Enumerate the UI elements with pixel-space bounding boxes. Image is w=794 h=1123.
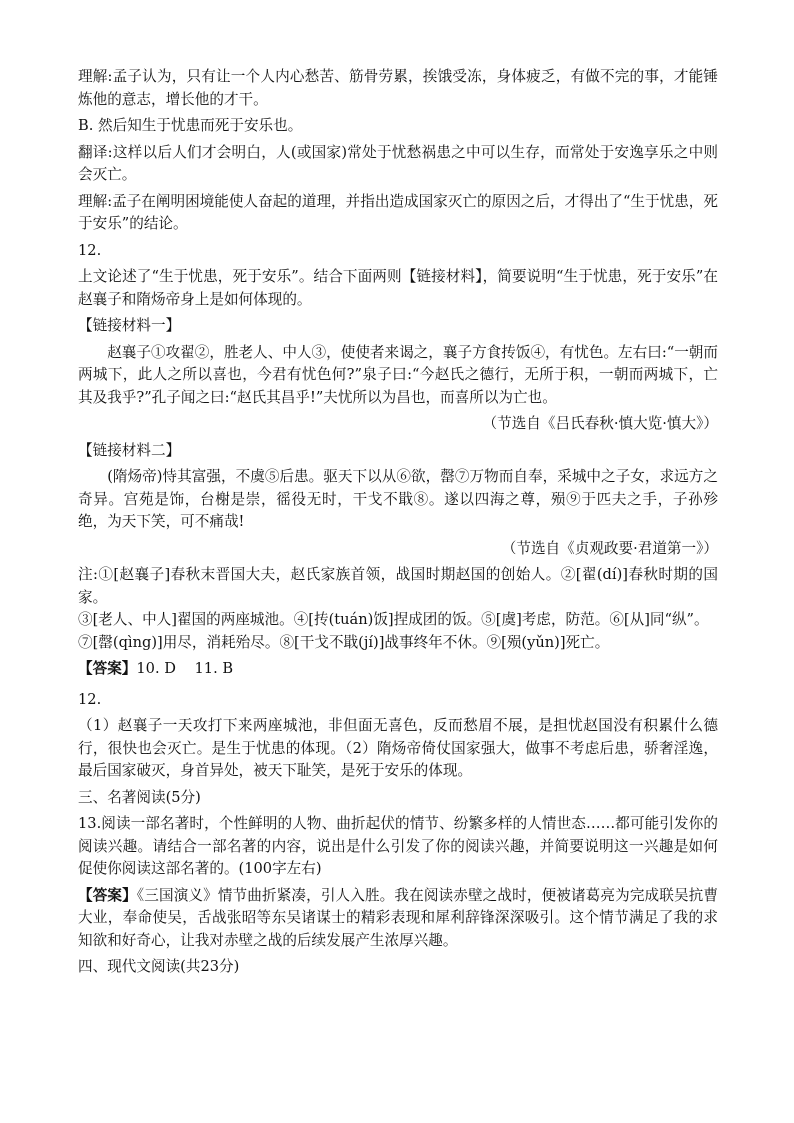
q13-answer xyxy=(78,885,718,953)
material2-text: (隋炀帝)恃其富强，不虞⑤后患。驱天下以从⑥欲，罄⑦万物而自奉，采城中之子女，求远方之奇异。宫苑是饰，台榭是崇，徭役无时，干戈不戢⑧。遂以四海之尊，殒⑨于匹夫之手，子孙殄绝，为天下笑，可不痛哉! xyxy=(78,468,718,530)
answer-12-text: （1）赵襄子一天攻打下来两座城池，非但面无喜色，反而愁眉不展，是担忧赵国没有积累什么德行，很快也会灭亡。是生于忧患的体现。（2）隋炀帝倚仗国家强大，做事不考虑后患，骄奢淫逸，最后国家破灭，身首异处，被天下耻笑，是死于安乐的体现。 xyxy=(78,717,718,779)
q11-b-sentence: B. 然后知生于忧患而死于安乐也。 xyxy=(78,117,303,134)
answer-tag: 【答案】 xyxy=(78,660,137,677)
q12-number: 12. xyxy=(78,241,102,259)
answer-12-number: 12. xyxy=(78,690,102,708)
q13-answer-text: 《三国演义》情节曲折紧凑，引人入胜。我在阅读赤壁之战时，便被诸葛亮为完成联吴抗曹大业，奉命使吴，舌战张昭等东吴诸谋士的精彩表现和犀利辞锋深深吸引。这个情节满足了我的求知欲和好奇心，让我对赤壁之战的后续发展产生浓厚兴趣。 xyxy=(78,886,718,949)
q13-answer-tag: 【答案】 xyxy=(78,886,137,904)
q13-prompt: 13.阅读一部名著时，个性鲜明的人物、曲折起伏的情节、纷繁多样的人情世态……都可能引发你的阅读兴趣。请结合一部名著的内容，说出是什么引发了你的阅读兴趣，并简要说明这一兴趣是如何促使你阅读这部名著的。(100字左右) xyxy=(78,815,718,877)
material2-title: 【链接材料二】 xyxy=(78,441,181,459)
material2-source: （节选自《贞观政要·君道第一》） xyxy=(501,539,718,557)
answer-10-11 xyxy=(78,658,718,681)
material1-source: （节选自《吕氏春秋·慎大览·慎大》） xyxy=(482,415,718,432)
section3-heading: 三、名著阅读(5分) xyxy=(78,788,201,806)
material1-text: 赵襄子①攻翟②，胜老人、中人③，使使者来谒之，襄子方食抟饭④，有忧色。左右曰:“一朝而两城下，此人之所以喜也，今君有忧色何?”泉子曰:“今赵氏之德行，无所于积，一朝而两城下，亡其及我乎?”孔子闻之曰:“赵氏其昌乎!”夫忧所以为昌也，而喜所以为亡也。 xyxy=(78,343,718,406)
document-page xyxy=(78,66,718,983)
notes-line-2: ③[老人、中人]翟国的两座城池。④[抟(tuán)饭]捏成团的饭。⑤[虞]考虑，防范。⑥[从]同“纵”。 xyxy=(78,611,709,628)
q12-prompt: 上文论述了“生于忧患，死于安乐”。结合下面两则【链接材料】，简要说明“生于忧患，死于安乐”在赵襄子和隋炀帝身上是如何体现的。 xyxy=(78,268,718,308)
section4-heading: 四、现代文阅读(共23分) xyxy=(78,958,240,975)
material1-title: 【链接材料一】 xyxy=(78,317,181,334)
answer-10-11-values: 10. D 11. B xyxy=(136,660,234,677)
notes-line-1: 注:①[赵襄子]春秋末晋国大夫，赵氏家族首领，战国时期赵国的创始人。②[翟(dí)]春秋时期的国家。 xyxy=(78,566,718,606)
q11-b-understanding: 理解:孟子在阐明困境能使人奋起的道理，并指出造成国家灭亡的原因之后，才得出了“生于忧患，死于安乐”的结论。 xyxy=(78,192,718,232)
q11-a-understanding: 理解:孟子认为，只有让一个人内心愁苦、筋骨劳累，挨饿受冻，身体疲乏，有做不完的事，才能锤炼他的意志，增长他的才干。 xyxy=(78,68,718,108)
notes-line-3: ⑦[罄(qìng)]用尽，消耗殆尽。⑧[干戈不戢(jí)]战事终年不休。⑨[殒(yǔn)]死亡。 xyxy=(78,633,610,651)
q11-b-translation: 翻译:这样以后人们才会明白，人(或国家)常处于忧愁祸患之中可以生存，而常处于安逸享乐之中则会灭亡。 xyxy=(78,143,718,183)
